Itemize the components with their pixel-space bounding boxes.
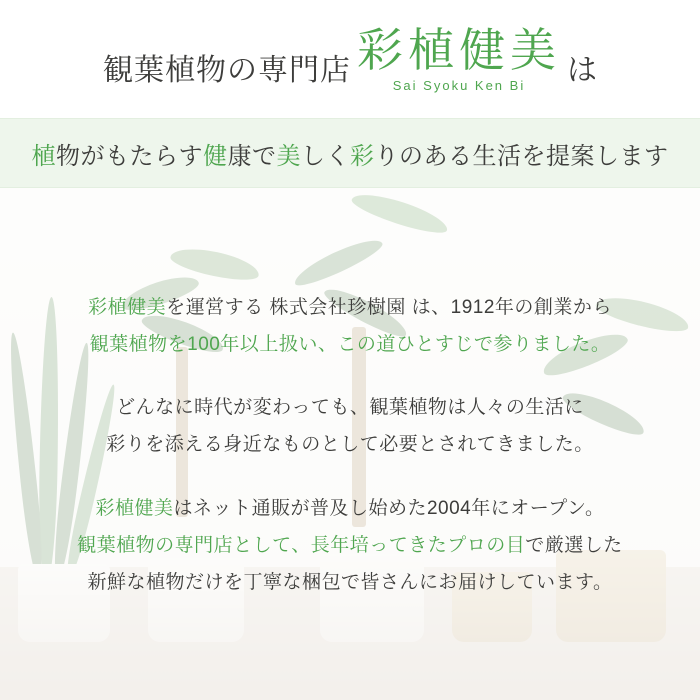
paragraph-3-line-3: [14, 564, 686, 601]
tagline-segment-6: 彩: [350, 142, 375, 170]
headline: [103, 23, 597, 93]
brand-logo: [357, 23, 561, 93]
headline-lead: 観葉植物の専門店: [103, 53, 351, 87]
p3l1-segment-0: 彩植健美: [95, 497, 174, 519]
p3l2-segment-0: 観葉植物の専門店として、長年培ってきたプロの目: [77, 534, 526, 556]
brand-name-romaji: Sai Syoku Ken Bi: [392, 77, 526, 93]
tagline-segment-3: 康で: [227, 142, 277, 170]
header-banner: [0, 0, 700, 118]
paragraph-2-line-2: [14, 426, 686, 463]
paragraph-1-line-1: [14, 289, 686, 326]
paragraph-1: [14, 289, 686, 363]
tagline-text: [32, 136, 669, 171]
paragraph-3-line-1: [14, 490, 686, 527]
tagline-segment-2: 健: [203, 142, 228, 170]
p1l1-segment-0: 彩植健美: [88, 297, 167, 319]
p3l2-segment-1: で厳選した: [525, 534, 623, 556]
paragraph-3: [14, 490, 686, 601]
paragraph-3-line-2: [14, 527, 686, 564]
p2l1-segment-0: どんなに時代が変わっても、観葉植物は人々の生活に: [116, 397, 584, 419]
paragraph-2: [14, 389, 686, 463]
p3l1-segment-1: はネット通販が普及し始めた2004年にオープン。: [173, 497, 605, 519]
photo-section: [0, 188, 700, 700]
tagline-segment-4: 美: [276, 142, 301, 170]
paragraph-2-line-1: [14, 389, 686, 426]
tagline-segment-1: 物がもたらす: [56, 142, 203, 170]
tagline-segment-0: 植: [31, 142, 56, 170]
p1l1-segment-1: を運営する 株式会社珍樹園 は、1912年の創業から: [166, 297, 612, 319]
tagline-segment-5: しく: [301, 142, 350, 170]
tagline-segment-7: りのある生活を提案します: [374, 142, 669, 170]
p3l3-segment-0: 新鮮な植物だけを丁寧な梱包で皆さんにお届けしています。: [87, 571, 613, 593]
tagline-band: [0, 118, 700, 188]
p1l2-segment-0: 観葉植物を100年以上扱い、この道ひとすじで参りました。: [89, 334, 611, 356]
p2l2-segment-0: 彩りを添える身近なものとして必要とされてきました。: [106, 434, 594, 456]
headline-tail: は: [567, 53, 597, 87]
paragraph-1-line-2: [14, 326, 686, 363]
body-copy: [0, 188, 700, 700]
brand-name-kanji: 彩植健美: [357, 23, 561, 76]
